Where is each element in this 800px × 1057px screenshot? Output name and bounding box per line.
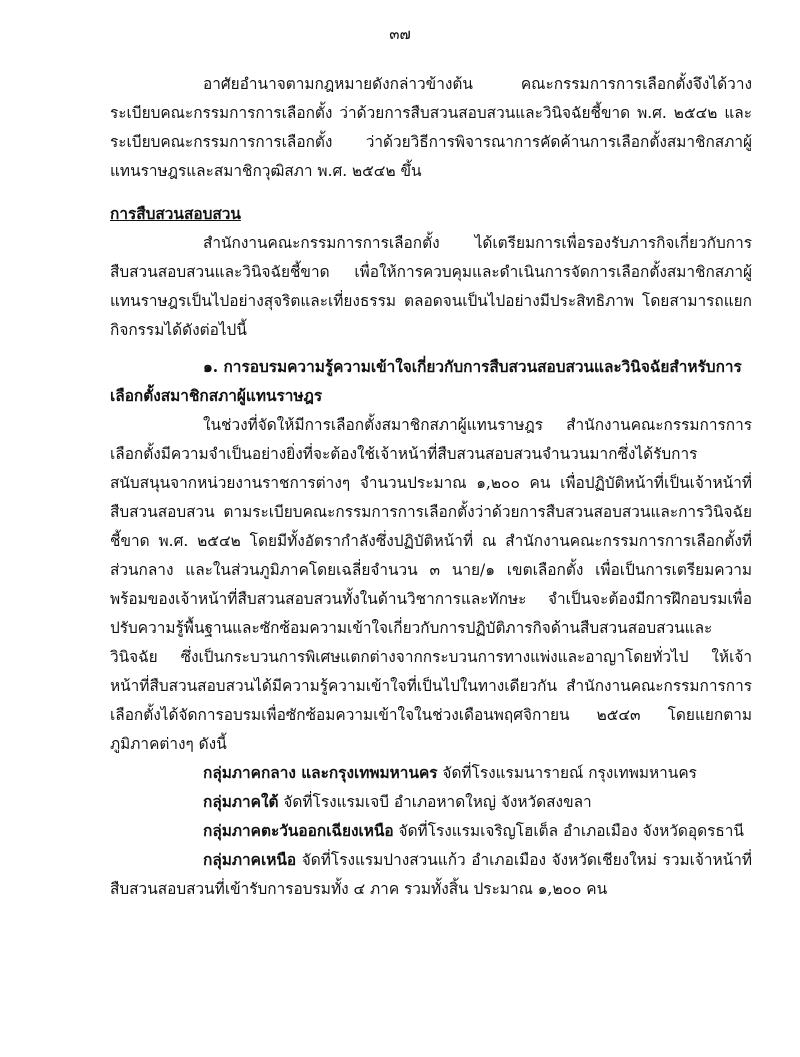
region-detail: จัดที่โรงแรมนารายณ์ กรุงเทพมหานคร [437, 764, 697, 782]
region-detail: จัดที่โรงแรมปางสวนแก้ว อำเภอเมือง จังหวัดเชียงใหม่ รวมเจ้าหน้าที่สืบสวนสอบสวนที่เข้ารับการอบรมทั้ง ๔ ภาค รวมทั้งสิ้น ประมาณ ๑,๒๐๐ คน [110, 851, 752, 898]
topic-heading: ๑. การอบรมความรู้ความเข้าใจเกี่ยวกับการสืบสวนสอบสวนและวินิจฉัยสำหรับการเลือกตั้งสมาชิกสภาผู้แทนราษฎร [110, 358, 742, 405]
region-detail: จัดที่โรงแรมเจริญโฮเต็ล อำเภอเมือง จังหวัดอุดรธานี [393, 822, 744, 840]
topic-body: ในช่วงที่จัดให้มีการเลือกตั้งสมาชิกสภาผู้แทนราษฎร สำนักงานคณะกรรมการการเลือกตั้งมีความจำเป็นอย่างยิ่งที่จะต้องใช้เจ้าหน้าที่สืบสวนสอบสวนจำนวนมากซึ่งได้รับการสนับสนุนจากหน่วยงานราชการต่างๆ จำนวนประมาณ ๑,๒๐๐ คน เพื่อปฏิบัติหน้าที่เป็นเจ้าหน้าที่สืบสวนสอบสวน ตามระเบียบคณะกรรมการการเลือกตั้งว่าด้วยการสืบสวนสอบสวนและการวินิจฉัยชี้ขาด พ.ศ. ๒๕๔๒ โดยมีทั้งอัตรากำลังซึ่งปฏิบัติหน้าที่ ณ สำนักงานคณะกรรมการการเลือกตั้งที่ส่วนกลาง และในส่วนภูมิภาคโดยเฉลี่ยจำนวน ๓ นาย/๑ เขตเลือกตั้ง เพื่อเป็นการเตรียมความพร้อมของเจ้าหน้าที่สืบสวนสอบสวนทั้งในด้านวิชาการและทักษะ จำเป็นจะต้องมีการฝึกอบรมเพื่อปรับความรู้พื้นฐานและซักซ้อมความเข้าใจเกี่ยวกับการปฏิบัติภารกิจด้านสืบสวนสอบสวนและวินิจฉัย ซึ่งเป็นกระบวนการพิเศษแตกต่างจากกระบวนการทางแพ่งและอาญาโดยทั่วไป ให้เจ้าหน้าที่สืบสวนสอบสวนได้มีความรู้ความเข้าใจที่เป็นไปในทางเดียวกัน สำนักงานคณะกรรมการการเลือกตั้งได้จัดการอบรมเพื่อซักซ้อมความเข้าใจในช่วงเดือนพฤศจิกายน ๒๕๔๓ โดยแยกตามภูมิภาคต่างๆ ดังนี้ [110, 416, 752, 753]
region-group-northeast [110, 817, 752, 846]
section-paragraph: สำนักงานคณะกรรมการการเลือกตั้ง ได้เตรียมการเพื่อรองรับภารกิจเกี่ยวกับการสืบสวนสอบสวนและวินิจฉัยชี้ขาด เพื่อให้การควบคุมและดำเนินการจัดการเลือกตั้งสมาชิกสภาผู้แทนราษฎรเป็นไปอย่างสุจริตและเที่ยงธรรม ตลอดจนเป็นไปอย่างมีประสิทธิภาพ โดยสามารถแยกกิจกรรมได้ดังต่อไปนี้ [110, 234, 752, 339]
region-group-north [110, 846, 752, 904]
region-name: กลุ่มภาคเหนือ [203, 851, 297, 869]
region-group-central [110, 759, 752, 788]
region-name: กลุ่มภาคกลาง และกรุงเทพมหานคร [203, 764, 438, 782]
region-name: กลุ่มภาคใต้ [203, 793, 279, 811]
section-heading: การสืบสวนสอบสวน [110, 205, 241, 223]
region-name: กลุ่มภาคตะวันออกเฉียงเหนือ [203, 822, 394, 840]
document-body [110, 40, 752, 904]
region-group-south [110, 788, 752, 817]
region-detail: จัดที่โรงแรมเจบี อำเภอหาดใหญ่ จังหวัดสงขลา [278, 793, 592, 811]
page-number: ๓๗ [389, 25, 411, 43]
intro-paragraph: อาศัยอำนาจตามกฎหมายดังกล่าวข้างต้น คณะกรรมการการเลือกตั้งจึงได้วางระเบียบคณะกรรมการการเลือกตั้ง ว่าด้วยการสืบสวนสอบสวนและวินิจฉัยชี้ขาด พ.ศ. ๒๕๔๒ และระเบียบคณะกรรมการการเลือกตั้ง ว่าด้วยวิธีการพิจารณาการคัดค้านการเลือกตั้งสมาชิกสภาผู้แทนราษฎรและสมาชิกวุฒิสภา พ.ศ. ๒๕๔๒ ขึ้น [110, 75, 752, 180]
